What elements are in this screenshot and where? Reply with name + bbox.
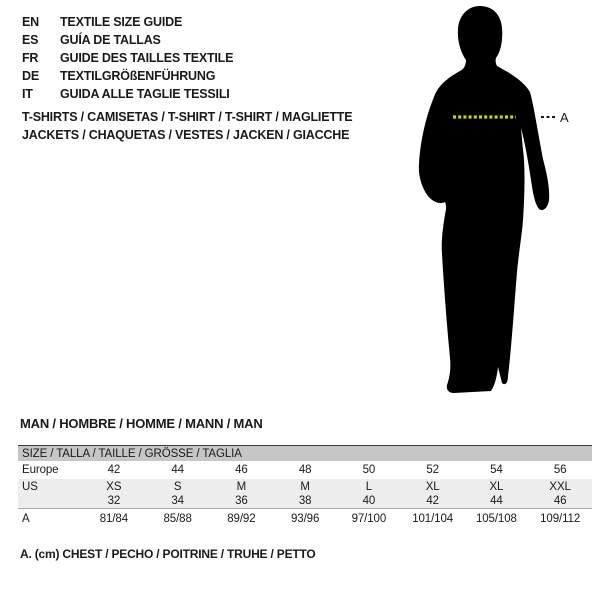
- table-cell: S: [173, 480, 182, 493]
- lang-label: TEXTILE SIZE GUIDE: [60, 15, 183, 29]
- table-cell: 46: [235, 464, 248, 476]
- lang-code: DE: [22, 69, 39, 83]
- table-cell: XL: [425, 480, 440, 493]
- row-label: A: [22, 513, 30, 525]
- lang-code: FR: [22, 51, 39, 65]
- section-title-man: MAN / HOMBRE / HOMME / MANN / MAN: [20, 416, 263, 431]
- table-row-chest-cm: [18, 508, 592, 529]
- lang-row-it: [22, 85, 233, 103]
- man-silhouette-svg: [413, 4, 575, 396]
- table-row-alt-sizes: [18, 494, 592, 508]
- table-cell: 44: [171, 464, 184, 476]
- table-cell: 93/96: [290, 513, 320, 525]
- table-row-europe: [18, 461, 592, 479]
- lang-code: EN: [22, 15, 39, 29]
- table-cell: 101/104: [412, 513, 454, 525]
- lang-code: ES: [22, 33, 39, 47]
- row-label: Europe: [22, 464, 59, 476]
- table-cell: 50: [362, 464, 376, 476]
- lang-label: GUIDA ALLE TAGLIE TESSILI: [60, 87, 230, 101]
- table-cell: 85/88: [163, 513, 192, 525]
- table-cell: 40: [362, 495, 376, 507]
- lang-row-en: [22, 13, 233, 31]
- size-table: [18, 445, 592, 529]
- table-row-us: [18, 479, 592, 494]
- lang-label: GUÍA DE TALLAS: [60, 33, 161, 47]
- lang-label: TEXTILGRÖßENFÜHRUNG: [60, 69, 216, 83]
- table-cell: 36: [235, 495, 248, 507]
- table-cell: 38: [298, 495, 312, 507]
- lang-row-de: [22, 67, 233, 85]
- table-cell: L: [365, 480, 373, 493]
- garment-categories: [22, 108, 352, 144]
- table-cell: 97/100: [351, 513, 387, 525]
- lang-row-fr: [22, 49, 233, 67]
- man-silhouette-figure: [413, 4, 575, 396]
- lang-code: IT: [22, 87, 33, 101]
- table-cell: 81/84: [99, 513, 129, 525]
- table-cell: 46: [553, 495, 567, 507]
- table-cell: 48: [298, 464, 312, 476]
- table-cell: 44: [490, 495, 503, 507]
- size-table-header: SIZE / TALLA / TAILLE / GRÖSSE / TAGLIA: [18, 446, 592, 461]
- table-cell: XL: [489, 480, 504, 493]
- table-cell: 42: [107, 464, 121, 476]
- man-silhouette: [419, 6, 549, 393]
- row-label: US: [22, 480, 38, 493]
- table-cell: 105/108: [475, 513, 517, 525]
- table-cell: 89/92: [227, 513, 256, 525]
- table-cell: M: [300, 480, 310, 493]
- table-cell: 54: [490, 464, 503, 476]
- table-cell: 42: [426, 495, 439, 507]
- category-jackets: JACKETS / CHAQUETAS / VESTES / JACKEN / GIACCHE: [22, 128, 350, 142]
- lang-label: GUIDE DES TAILLES TEXTILE: [60, 51, 234, 65]
- table-cell: 109/112: [540, 513, 581, 525]
- table-cell: M: [236, 480, 247, 493]
- table-cell: XXL: [549, 480, 571, 493]
- language-title-list: [22, 13, 233, 103]
- table-cell: 56: [553, 464, 567, 476]
- category-tshirts: T-SHIRTS / CAMISETAS / T-SHIRT / T-SHIRT / MAGLIETTE: [22, 110, 353, 124]
- lang-row-es: [22, 31, 233, 49]
- measure-label-a: A: [560, 110, 569, 125]
- table-cell: 32: [107, 495, 121, 507]
- table-cell: XS: [106, 480, 122, 493]
- table-cell: 34: [171, 495, 184, 507]
- table-cell: 52: [426, 464, 439, 476]
- measurement-footnote: A. (cm) CHEST / PECHO / POITRINE / TRUHE / PETTO: [20, 547, 316, 561]
